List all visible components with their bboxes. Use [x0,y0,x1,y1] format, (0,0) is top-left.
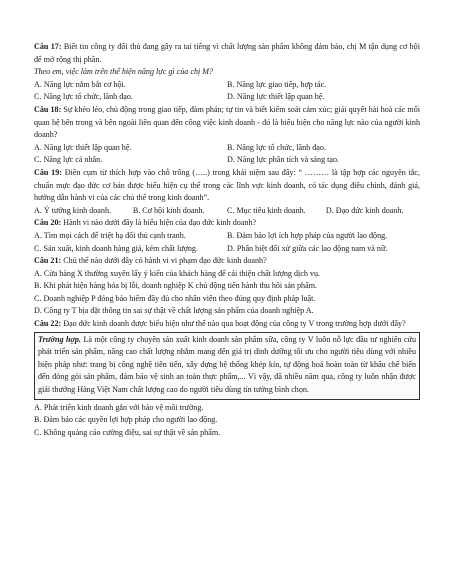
question-number: Câu 19: [34,167,62,177]
option-a[interactable]: A. Năng lực thiết lập quan hệ. [34,142,132,152]
case-study-label: Trường hợp. [38,334,81,344]
option-d[interactable]: D. Phân biệt đối xử giữa các lao động nam và nữ. [227,243,388,253]
question-19 [34,167,420,205]
question-18 [34,104,420,142]
question-number: Câu 18: [34,104,62,114]
question-text: Chủ thể nào dưới đây có hành vi vi phạm đạo đức kinh doanh? [63,256,267,266]
options-q17 [34,79,420,104]
question-text: Biết tin công ty đối thủ đang gây ra tai tiếng vì chất lượng sản phẩm không đảm bảo, chị M tận dụng cơ hội để mở rộng thị phần. [34,42,420,64]
option-b[interactable]: B. Năng lực giao tiếp, hợp tác. [227,79,327,89]
option-b[interactable]: B. Đảm bảo các quyền lợi hợp pháp cho người lao động. [34,415,218,425]
option-b[interactable]: B. Khi phát hiện hàng hóa bị lỗi, doanh nghiệp K chủ động tiến hành thu hồi sản phẩm. [34,281,318,291]
options-q18 [34,142,420,167]
case-study-text: Là một công ty chuyên sản xuất kinh doanh sản phẩm sữa, công ty V luôn nỗ lực đầu tư nghiên cứu phát triển sản phẩm, nâng cao chất lượng nhằm mang đến giá trị dinh dưỡng tối ưu cho người tiêu dùng với nhiều biện pháp như: trang bị công nghệ tiên tiến, xây dựng hệ thống khép kín, tự động hoá hoàn toàn từ khâu chế biến đến đóng gói sản phẩm, đảm bảo vệ sinh an toàn thực phẩm,... Vì vậy, đã nhiều năm qua, công ty luôn nhận được giải thưởng Hàng Việt Nam chất lượng cao do người tiêu dùng tín tưởng bình chọn. [38,334,416,395]
option-a[interactable]: A. Tìm mọi cách để triệt hạ đối thủ cạnh tranh. [34,230,186,240]
question-number: Câu 20: [34,218,62,228]
option-a[interactable]: A. Ý tưởng kinh doanh. [34,205,112,215]
question-17 [34,41,420,66]
option-c[interactable]: C. Năng lực tổ chức, lãnh đạo. [34,92,133,102]
question-22 [34,318,420,331]
option-c[interactable]: C. Năng lực cá nhân. [34,155,103,165]
option-b[interactable]: B. Đảm bảo lợi ích hợp pháp của người lao động. [227,230,388,240]
question-number: Câu 22: [34,319,62,329]
question-number: Câu 21: [34,256,62,266]
option-a[interactable]: A. Phát triển kinh doanh gắn với bảo vệ môi trường. [34,402,204,412]
option-c[interactable]: C. Sản xuất, kinh doanh hàng giả, kém chất lượng. [34,243,198,253]
option-d[interactable]: D. Công ty T bịa đặt thông tin sai sự thật về chất lượng sản phẩm của doanh nghiệp A. [34,306,314,316]
question-text: Điền cụm từ thích hợp vào chỗ trống (…..) trong khái niệm sau đây: “ ……… là tập hợp các nguyên tắc, chuẩn mực đạo đức cơ bản được biểu hiện cụ thể trong các lĩnh vực kinh doanh, có tác dụng điều chỉnh, đánh giá, hướng dẫn hành vi của các chủ thể trong kinh doanh”. [34,167,420,203]
question-text: Hành vi nào dưới đây là biểu hiện của đạo đức kinh doanh? [63,218,257,228]
question-number: Câu 17: [34,42,62,51]
options-q19 [34,205,420,218]
case-study-box [34,332,420,400]
option-c[interactable]: C. Doanh nghiệp P đóng bảo hiểm đầy đủ cho nhân viên theo đúng quy định pháp luật. [34,293,316,303]
option-d[interactable]: D. Năng lực phân tích và sáng tạo. [227,155,340,165]
question-text: Đạo đức kinh doanh được biểu hiện như thế nào qua hoạt động của công ty V trong trường hợp dưới đây? [63,319,406,329]
question-text: Sự khéo léo, chủ động trong giao tiếp, đàm phán; tự tin và biết kiểm soát cảm xúc; giải quyết hài hoà các mối quan hệ bên trong và bên ngoài liên quan đến công việc kinh doanh - đó là biểu hiện cho năng lực nào của người kinh doanh? [34,104,420,140]
option-c[interactable]: C. Không quảng cáo cường điệu, sai sự thật về sản phẩm. [34,427,221,437]
question-content [34,41,420,439]
option-b[interactable]: B. Cơ hội kinh doanh. [132,205,205,215]
option-a[interactable]: A. Năng lực nắm bắt cơ hội. [34,79,126,89]
options-q20 [34,230,420,255]
option-d[interactable]: D. Năng lực thiết lập quan hệ. [227,92,325,102]
question-21 [34,255,420,268]
question-prompt: Theo em, việc làm trên thể hiện năng lực gì của chị M? [34,67,214,77]
option-b[interactable]: B. Năng lực tổ chức, lãnh đạo. [227,142,326,152]
option-a[interactable]: A. Cửa hàng X thường xuyên lấy ý kiến của khách hàng để cải thiện chất lượng dịch vụ. [34,268,321,278]
question-20 [34,217,420,230]
option-d[interactable]: D. Đạo đức kinh doanh. [325,205,404,215]
option-c[interactable]: C. Mục tiêu kinh doanh. [227,205,306,215]
